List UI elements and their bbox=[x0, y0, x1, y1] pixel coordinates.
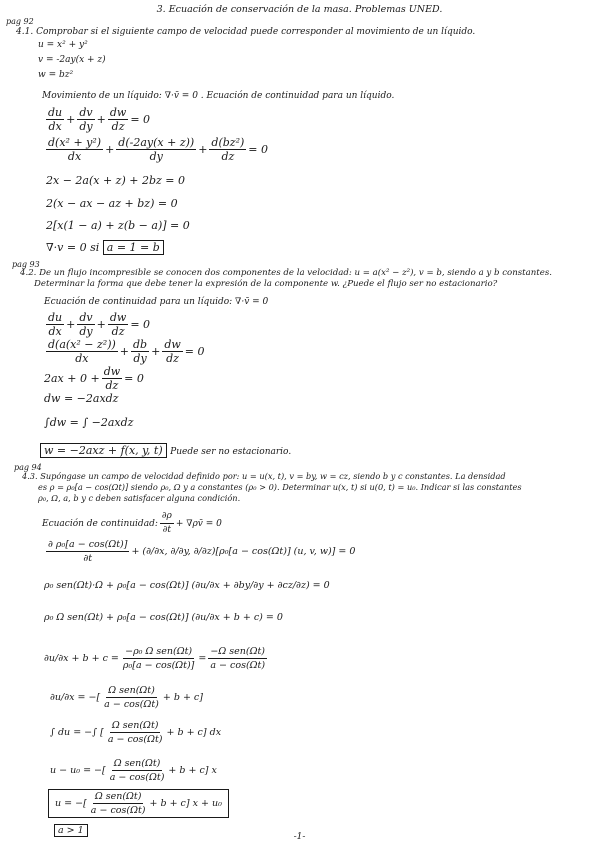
fraction: $\frac{\text{Ω sen(Ωt)}}{a - \cos(\Omega t)}$ bbox=[104, 685, 159, 710]
fraction: $\frac{\text{∂ ρ₀[a − cos(Ωt)]}}{\partial t}$ bbox=[48, 539, 128, 564]
fraction: $\frac{dv}{dy}$ bbox=[79, 106, 93, 133]
problem-4-1-statement bbox=[16, 27, 475, 37]
field-u: u = x² + y² bbox=[38, 40, 88, 50]
equation-step-5-4-3: ∂u/∂x = −[ $\frac{\text{Ω sen(Ωt)}}{a - \cos(\Omega t)}$ + b + c] bbox=[50, 685, 203, 710]
boxed-result: w = −2axz + f(x, y, t) bbox=[40, 443, 167, 458]
equation-step-3-4-2: 2ax + 0 + $\frac{dw}{dz}$ = 0 bbox=[44, 365, 144, 392]
fraction: $\frac{\text{Ω sen(Ωt)}}{a - \cos(\Omega t)}$ bbox=[90, 791, 146, 816]
equation-step-3: 2x − 2a(x + z) + 2bz = 0 bbox=[46, 174, 186, 187]
equation-step-7-4-3: u − u₀ = −[ $\frac{\text{Ω sen(Ωt)}}{a - \cos(\Omega t)}$ + b + c] x bbox=[50, 758, 217, 783]
problem-text: Supóngase un campo de velocidad definido por: u = u(x, t), v = by, w = cz, siendo b y c constantes. La densidad bbox=[40, 471, 506, 481]
result-4-2: w = −2axz + f(x, y, t) Puede ser no estacionario. bbox=[40, 444, 291, 457]
page-reference-94: pag 94 bbox=[14, 463, 42, 472]
fraction: $\frac{\partial\rho}{\partial t}$ bbox=[161, 511, 172, 535]
equation-step-4-4-3: ∂u/∂x + b + c = $\frac{\text{−ρ₀ Ω sen(Ωt)}}{\text{ρ₀[a − cos(Ωt)]}}$ = $\frac{\text{−Ω sen(Ωt)}}{a - \cos(\Omega t)}$ bbox=[44, 646, 266, 671]
equation-integral-4-2: ∫dw = ∫ −2axdz bbox=[44, 416, 134, 429]
equation-step-3-4-3: ρ₀ Ω sen(Ωt) + ρ₀[a − cos(Ωt)] (∂u/∂x + b + c) = 0 bbox=[44, 612, 283, 623]
equation-step-2-4-3: ρ₀ sen(Ωt)·Ω + ρ₀[a − cos(Ωt)] (∂u/∂x + ∂by/∂y + ∂cz/∂z) = 0 bbox=[44, 580, 330, 591]
boxed-condition: a > 1 bbox=[54, 824, 88, 837]
problem-4-3-statement bbox=[22, 471, 506, 481]
equation-continuity-general: $\frac{du}{dx}$ + $\frac{dv}{dy}$ + $\frac{dw}{dz}$ = 0 bbox=[48, 106, 151, 133]
fraction: $\frac{\text{Ω sen(Ωt)}}{a - \cos(\Omega t)}$ bbox=[109, 758, 165, 783]
problem-number: 4.1. bbox=[16, 27, 34, 37]
problem-number: 4.2. bbox=[20, 268, 37, 278]
fraction: $\frac{dw}{dz}$ bbox=[103, 365, 121, 392]
problem-4-3-statement-2: es ρ = ρ₀[a − cos(Ωt)] siendo ρ₀, Ω y a constantes (ρ₀ > 0). Determinar u(x, t) si u(0, t) = u₀. Indicar si las constantes bbox=[38, 482, 522, 492]
fraction: $\frac{du}{dx}$ bbox=[48, 311, 63, 338]
problem-number: 4.3. bbox=[22, 471, 38, 481]
page-number: -1- bbox=[293, 832, 306, 842]
fraction: $\frac{\text{Ω sen(Ωt)}}{a - \cos(\Omega t)}$ bbox=[107, 720, 163, 745]
equation-substituted-4-2: $\frac{\text{d(a(x² − z²))}}{dx}$ + $\frac{db}{dy}$ + $\frac{dw}{dz}$ = 0 bbox=[48, 338, 205, 365]
document-header: 3. Ecuación de conservación de la masa. Problemas UNED. bbox=[156, 4, 443, 15]
equation-step-4-4-2: dw = −2axdz bbox=[44, 392, 119, 405]
page-reference-92: pag 92 bbox=[6, 17, 34, 26]
equation-continuity-4-2: $\frac{du}{dx}$ + $\frac{dv}{dy}$ + $\frac{dw}{dz}$ = 0 bbox=[48, 311, 151, 338]
equation-continuity-4-3: $\frac{\text{∂ ρ₀[a − cos(Ωt)]}}{\partial t}$ + (∂/∂x, ∂/∂y, ∂/∂z)[ρ₀[a − cos(Ωt)] (u, v, w)] = 0 bbox=[48, 539, 356, 564]
continuity-intro-4-3: Ecuación de continuidad: $\frac{\partial\rho}{\partial t}$ + ∇ρv̄ = 0 bbox=[42, 511, 222, 535]
fraction: $\frac{\text{−ρ₀ Ω sen(Ωt)}}{\text{ρ₀[a − cos(Ωt)]}}$ bbox=[122, 646, 195, 671]
problem-4-2-statement bbox=[20, 268, 552, 278]
fraction: $\frac{\text{d(a(x² − z²))}}{dx}$ bbox=[48, 338, 116, 365]
page-reference-93: pag 93 bbox=[12, 260, 40, 269]
field-w: w = bz² bbox=[38, 70, 74, 80]
fraction: $\frac{dw}{dz}$ bbox=[109, 106, 127, 133]
fraction: $\frac{\text{d(bz²)}}{dz}$ bbox=[211, 136, 245, 163]
problem-text: Comprobar si el siguiente campo de velocidad puede corresponder al movimiento de un líquido. bbox=[36, 27, 476, 37]
fraction: $\frac{du}{dx}$ bbox=[48, 106, 63, 133]
equation-substituted: $\frac{\text{d(x² + y²)}}{dx}$ + $\frac{d(-2ay(x + z))}{dy}$ + $\frac{\text{d(bz²)}}{dz}$ = 0 bbox=[48, 136, 269, 163]
problem-4-3-statement-3: ρ₀, Ω, a, b y c deben satisfacer alguna condición. bbox=[38, 493, 241, 503]
boxed-result: a = 1 = b bbox=[103, 240, 164, 255]
fraction: $\frac{\text{d(x² + y²)}}{dx}$ bbox=[48, 136, 102, 163]
continuity-intro: Movimiento de un líquido: ∇·v̄ = 0 . Ecuación de continuidad para un líquido. bbox=[42, 91, 395, 101]
equation-step-4: 2(x − ax − az + bz) = 0 bbox=[46, 197, 178, 210]
equation-step-5: 2[x(1 − a) + z(b − a)] = 0 bbox=[46, 219, 190, 232]
equation-integral-4-3: ∫ du = −∫ [ $\frac{\text{Ω sen(Ωt)}}{a - \cos(\Omega t)}$ + b + c] dx bbox=[50, 720, 222, 745]
fraction: $\frac{dv}{dy}$ bbox=[79, 311, 93, 338]
result-4-1: ∇·v = 0 si a = 1 = b bbox=[46, 241, 164, 254]
fraction: $\frac{d(-2ay(x + z))}{dy}$ bbox=[118, 136, 195, 163]
problem-4-2-question: Determinar la forma que debe tener la expresión de la componente w. ¿Puede el flujo ser no estacionario? bbox=[34, 279, 498, 289]
result-4-3: u = −[ $\frac{\text{Ω sen(Ωt)}}{a - \cos(\Omega t)}$ + b + c] x + u₀ bbox=[48, 789, 229, 818]
fraction: $\frac{db}{dy}$ bbox=[133, 338, 148, 365]
continuity-intro-4-2: Ecuación de continuidad para un líquido: ∇·v̄ = 0 bbox=[44, 297, 269, 307]
fraction: $\frac{\text{−Ω sen(Ωt)}}{a - \cos(\Omega t)}$ bbox=[210, 646, 266, 671]
problem-text: De un flujo incompresible se conocen dos componentes de la velocidad: u = a(x² − z²), v = b, siendo a y b constantes. bbox=[39, 268, 552, 278]
fraction: $\frac{dw}{dz}$ bbox=[164, 338, 181, 365]
field-v: v = -2ay(x + z) bbox=[38, 55, 106, 65]
fraction: $\frac{dw}{dz}$ bbox=[109, 311, 127, 338]
